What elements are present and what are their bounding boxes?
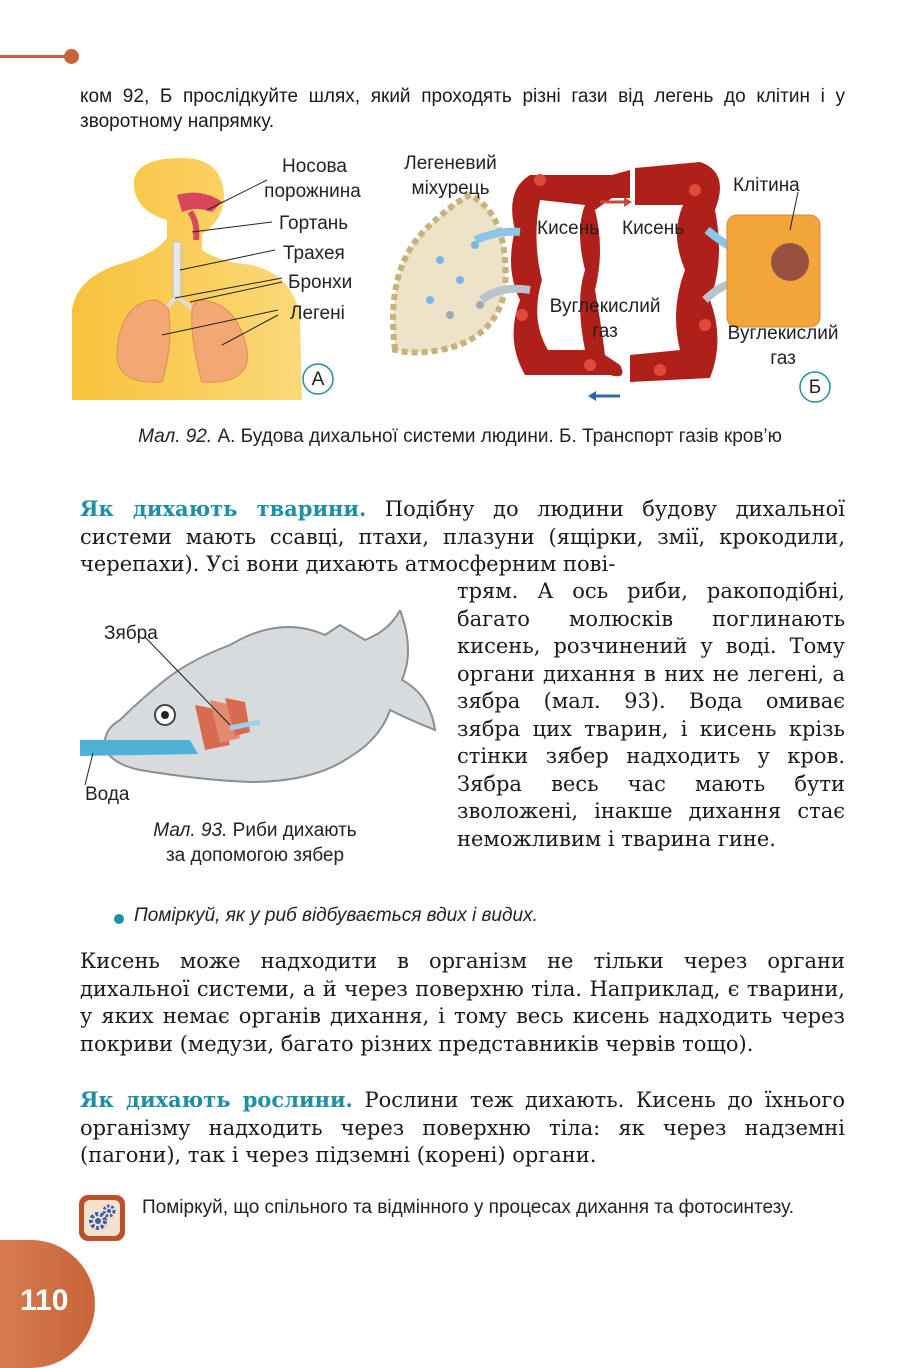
gears-icon xyxy=(79,1195,125,1241)
label-trachea: Трахея xyxy=(283,243,345,264)
figure-93-caption-text-1: Риби дихають xyxy=(227,820,357,841)
paragraph-animals-text-wrap: трям. А ось риби, ракоподібні, багато молюсків поглинають кисень, розчинений у воді. Тому органи дихання в них не легені, а зябра (мал. 93). Вода омиває зябра цих тварин, і кисень крізь стінки зябер надходить у кров. Зябра весь час мають бути зволожені, інакше дихання стає неможливим і тварина гине. xyxy=(457,579,845,851)
label-oxygen-left: Кисень xyxy=(537,218,600,239)
figure-marker-b: Б xyxy=(808,377,822,398)
paragraph-animals-breathing xyxy=(80,495,845,579)
think-question: Поміркуй, як у риб відбувається вдих і видих. xyxy=(134,905,538,926)
paragraph-plants-text: Рослини теж дихають. Кисень до їхнього організму надходить через поверхню тіла: як через надземні (пагони), так і через підземні (корені) органи. xyxy=(80,1088,845,1167)
heading-plants-breathing: Як дихають рослини. xyxy=(80,1087,353,1112)
figure-93-caption xyxy=(105,818,405,868)
label-cell: Клітина xyxy=(733,175,800,196)
label-nasal-cavity-1: Носова xyxy=(281,156,347,177)
top-rule-dot xyxy=(64,49,79,64)
label-co2-left-1: Вуглекислий xyxy=(549,296,661,317)
bullet-dot xyxy=(114,914,124,924)
paragraph-skin-breathing: Кисень може надходити в організм не тільки через органи дихальної системи, а й через поверхню тіла. Наприклад, є тварини, у яких немає органів дихання, і тому весь кисень надходить через покриви (медузи, багато різних представників червів тощо). xyxy=(80,949,845,1056)
label-bronchi: Бронхи xyxy=(288,272,353,293)
label-gills: Зябра xyxy=(104,623,158,644)
figure-marker-a: А xyxy=(311,369,325,390)
figure-93-caption-label: Мал. 93. xyxy=(153,820,228,841)
intro-paragraph: ком 92, Б прослідкуйте шлях, який проходять різні гази від легень до клітин і у зворотному напрямку. xyxy=(80,86,845,132)
label-lungs: Легені xyxy=(290,303,345,324)
label-nasal-cavity-2: порожнина xyxy=(264,181,361,202)
label-co2-left-2: газ xyxy=(592,321,618,342)
label-co2-right-2: газ xyxy=(770,348,796,369)
top-rule xyxy=(0,55,70,58)
heading-animals-breathing: Як дихають тварини. xyxy=(80,496,367,521)
figure-92-caption-label: Мал. 92. xyxy=(138,426,213,447)
task-text: Поміркуй, що спільного та відмінного у процесах дихання та фотосинтезу. xyxy=(142,1197,795,1218)
label-water: Вода xyxy=(85,784,130,805)
label-alveolus-2: міхурець xyxy=(411,178,490,199)
label-oxygen-right: Кисень xyxy=(622,218,685,239)
page-number: 110 xyxy=(20,1284,69,1317)
figure-93-caption-text-2: за допомогою зябер xyxy=(165,845,345,866)
label-co2-right-1: Вуглекислий xyxy=(727,323,839,344)
figure-92-caption-text: А. Будова дихальної системи людини. Б. Транспорт газів кров’ю xyxy=(212,426,782,447)
label-larynx: Гортань xyxy=(279,213,349,234)
figure-92-caption xyxy=(95,424,825,449)
label-alveolus-1: Легеневий xyxy=(404,153,497,174)
paragraph-animals-text-top: Подібну до людини будову дихальної системи мають ссавці, птахи, плазуни (ящірки, змії, крокодили, черепахи). Усі вони дихають атмосферним пові- xyxy=(80,497,846,576)
paragraph-plants-breathing xyxy=(80,1086,845,1170)
